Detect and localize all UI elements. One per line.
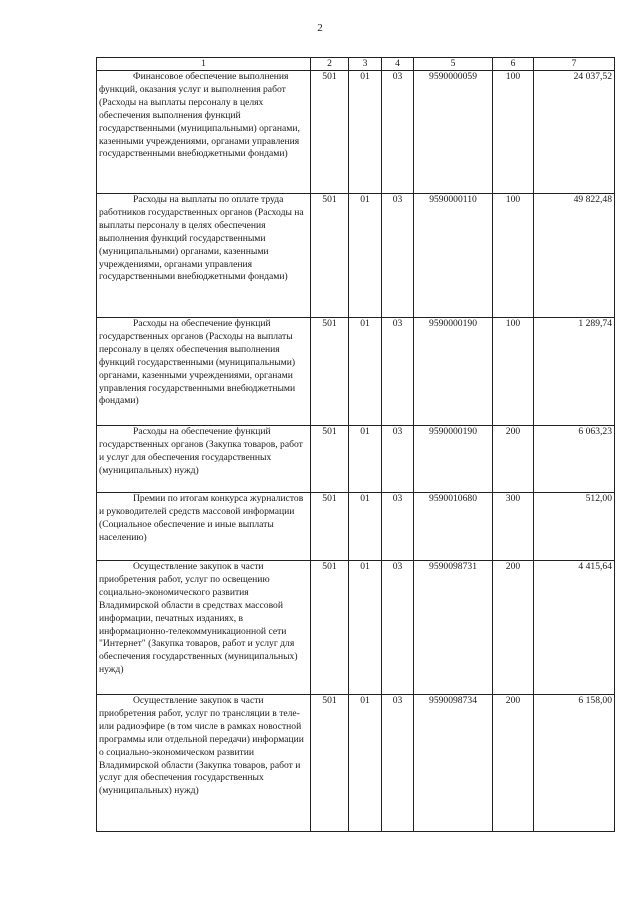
budget-table — [96, 57, 615, 832]
row-name: Осуществление закупок в части приобретения работ, услуг по освещению социально-экономического развития Владимирской области в средствах массовой информации, печатных изданиях, в информационно-телекоммуникационной сети "Интернет" (Закупка товаров, работ и услуг для обеспечения государственных (муниципальных) нужд) — [99, 561, 298, 676]
row-code-6: 300 — [493, 493, 534, 561]
row-code-2: 501 — [311, 318, 349, 426]
row-amount: 1 289,74 — [534, 318, 615, 426]
row-code-5: 9590098731 — [414, 561, 493, 695]
row-code-2: 501 — [311, 493, 349, 561]
row-code-6: 200 — [493, 426, 534, 493]
row-code-5: 9590000190 — [414, 426, 493, 493]
row-code-6: 200 — [493, 561, 534, 695]
header-col-7: 7 — [534, 58, 615, 71]
row-code-4: 03 — [382, 695, 414, 832]
header-row — [97, 58, 615, 71]
row-code-5: 9590000059 — [414, 71, 493, 194]
table-row — [97, 71, 615, 194]
row-code-4: 03 — [382, 71, 414, 194]
row-code-6: 100 — [493, 194, 534, 318]
row-code-3: 01 — [349, 426, 382, 493]
table-row — [97, 194, 615, 318]
row-code-3: 01 — [349, 194, 382, 318]
table-row — [97, 561, 615, 695]
row-name: Финансовое обеспечение выполнения функций, оказания услуг и выполнения работ (Расходы на выплаты персоналу в целях обеспечения выполнения функций государственными (муниципальными) органами, казенными учреждениями, органами управления государственными внебюджетными фондами) — [99, 71, 300, 160]
row-code-2: 501 — [311, 695, 349, 832]
row-name: Расходы на обеспечение функций государственных органов (Расходы на выплаты персоналу в целях обеспечения выполнения функций государственными (муниципальными) органами, казенными учреждениями, органами управления государственными внебюджетными фондами) — [99, 318, 296, 407]
row-code-6: 100 — [493, 71, 534, 194]
row-code-4: 03 — [382, 426, 414, 493]
row-name: Расходы на обеспечение функций государственных органов (Закупка товаров, работ и услуг для обеспечения государственных (муниципальных) нужд) — [99, 426, 303, 476]
row-code-2: 501 — [311, 194, 349, 318]
row-code-4: 03 — [382, 493, 414, 561]
row-name: Премии по итогам конкурса журналистов и руководителей средств массовой информации (Социальное обеспечение и иные выплаты населению) — [99, 493, 304, 543]
row-code-3: 01 — [349, 695, 382, 832]
row-code-3: 01 — [349, 71, 382, 194]
row-amount: 512,00 — [534, 493, 615, 561]
row-amount: 4 415,64 — [534, 561, 615, 695]
row-code-2: 501 — [311, 71, 349, 194]
table-row — [97, 426, 615, 493]
row-amount: 6 158,00 — [534, 695, 615, 832]
header-col-2: 2 — [311, 58, 349, 71]
row-code-5: 9590000190 — [414, 318, 493, 426]
row-amount: 6 063,23 — [534, 426, 615, 493]
row-code-3: 01 — [349, 561, 382, 695]
header-col-6: 6 — [493, 58, 534, 71]
row-code-2: 501 — [311, 561, 349, 695]
row-code-6: 200 — [493, 695, 534, 832]
row-code-4: 03 — [382, 318, 414, 426]
row-code-5: 9590000110 — [414, 194, 493, 318]
row-code-4: 03 — [382, 194, 414, 318]
row-code-3: 01 — [349, 318, 382, 426]
row-code-5: 9590010680 — [414, 493, 493, 561]
table-row — [97, 318, 615, 426]
page-number: 2 — [317, 22, 323, 34]
row-code-3: 01 — [349, 493, 382, 561]
header-col-1: 1 — [97, 58, 311, 71]
table-row — [97, 695, 615, 832]
row-name: Осуществление закупок в части приобретения работ, услуг по трансляции в теле- или радиоэфире (в том числе в рамках новостной программы или отдельной передачи) информации о социально-экономическом развитии Владимирской области (Закупка товаров, работ и услуг для обеспечения государственных (муниципальных) нужд) — [99, 695, 304, 797]
row-code-2: 501 — [311, 426, 349, 493]
row-code-4: 03 — [382, 561, 414, 695]
row-amount: 24 037,52 — [534, 71, 615, 194]
row-code-6: 100 — [493, 318, 534, 426]
header-col-3: 3 — [349, 58, 382, 71]
table-row — [97, 493, 615, 561]
row-amount: 49 822,48 — [534, 194, 615, 318]
header-col-5: 5 — [414, 58, 493, 71]
row-code-5: 9590098734 — [414, 695, 493, 832]
header-col-4: 4 — [382, 58, 414, 71]
row-name: Расходы на выплаты по оплате труда работников государственных органов (Расходы на выплаты персоналу в целях обеспечения выполнения функций государственными (муниципальными) органами, казенными учреждениями, органами управления государственными внебюджетными фондами) — [99, 194, 304, 283]
